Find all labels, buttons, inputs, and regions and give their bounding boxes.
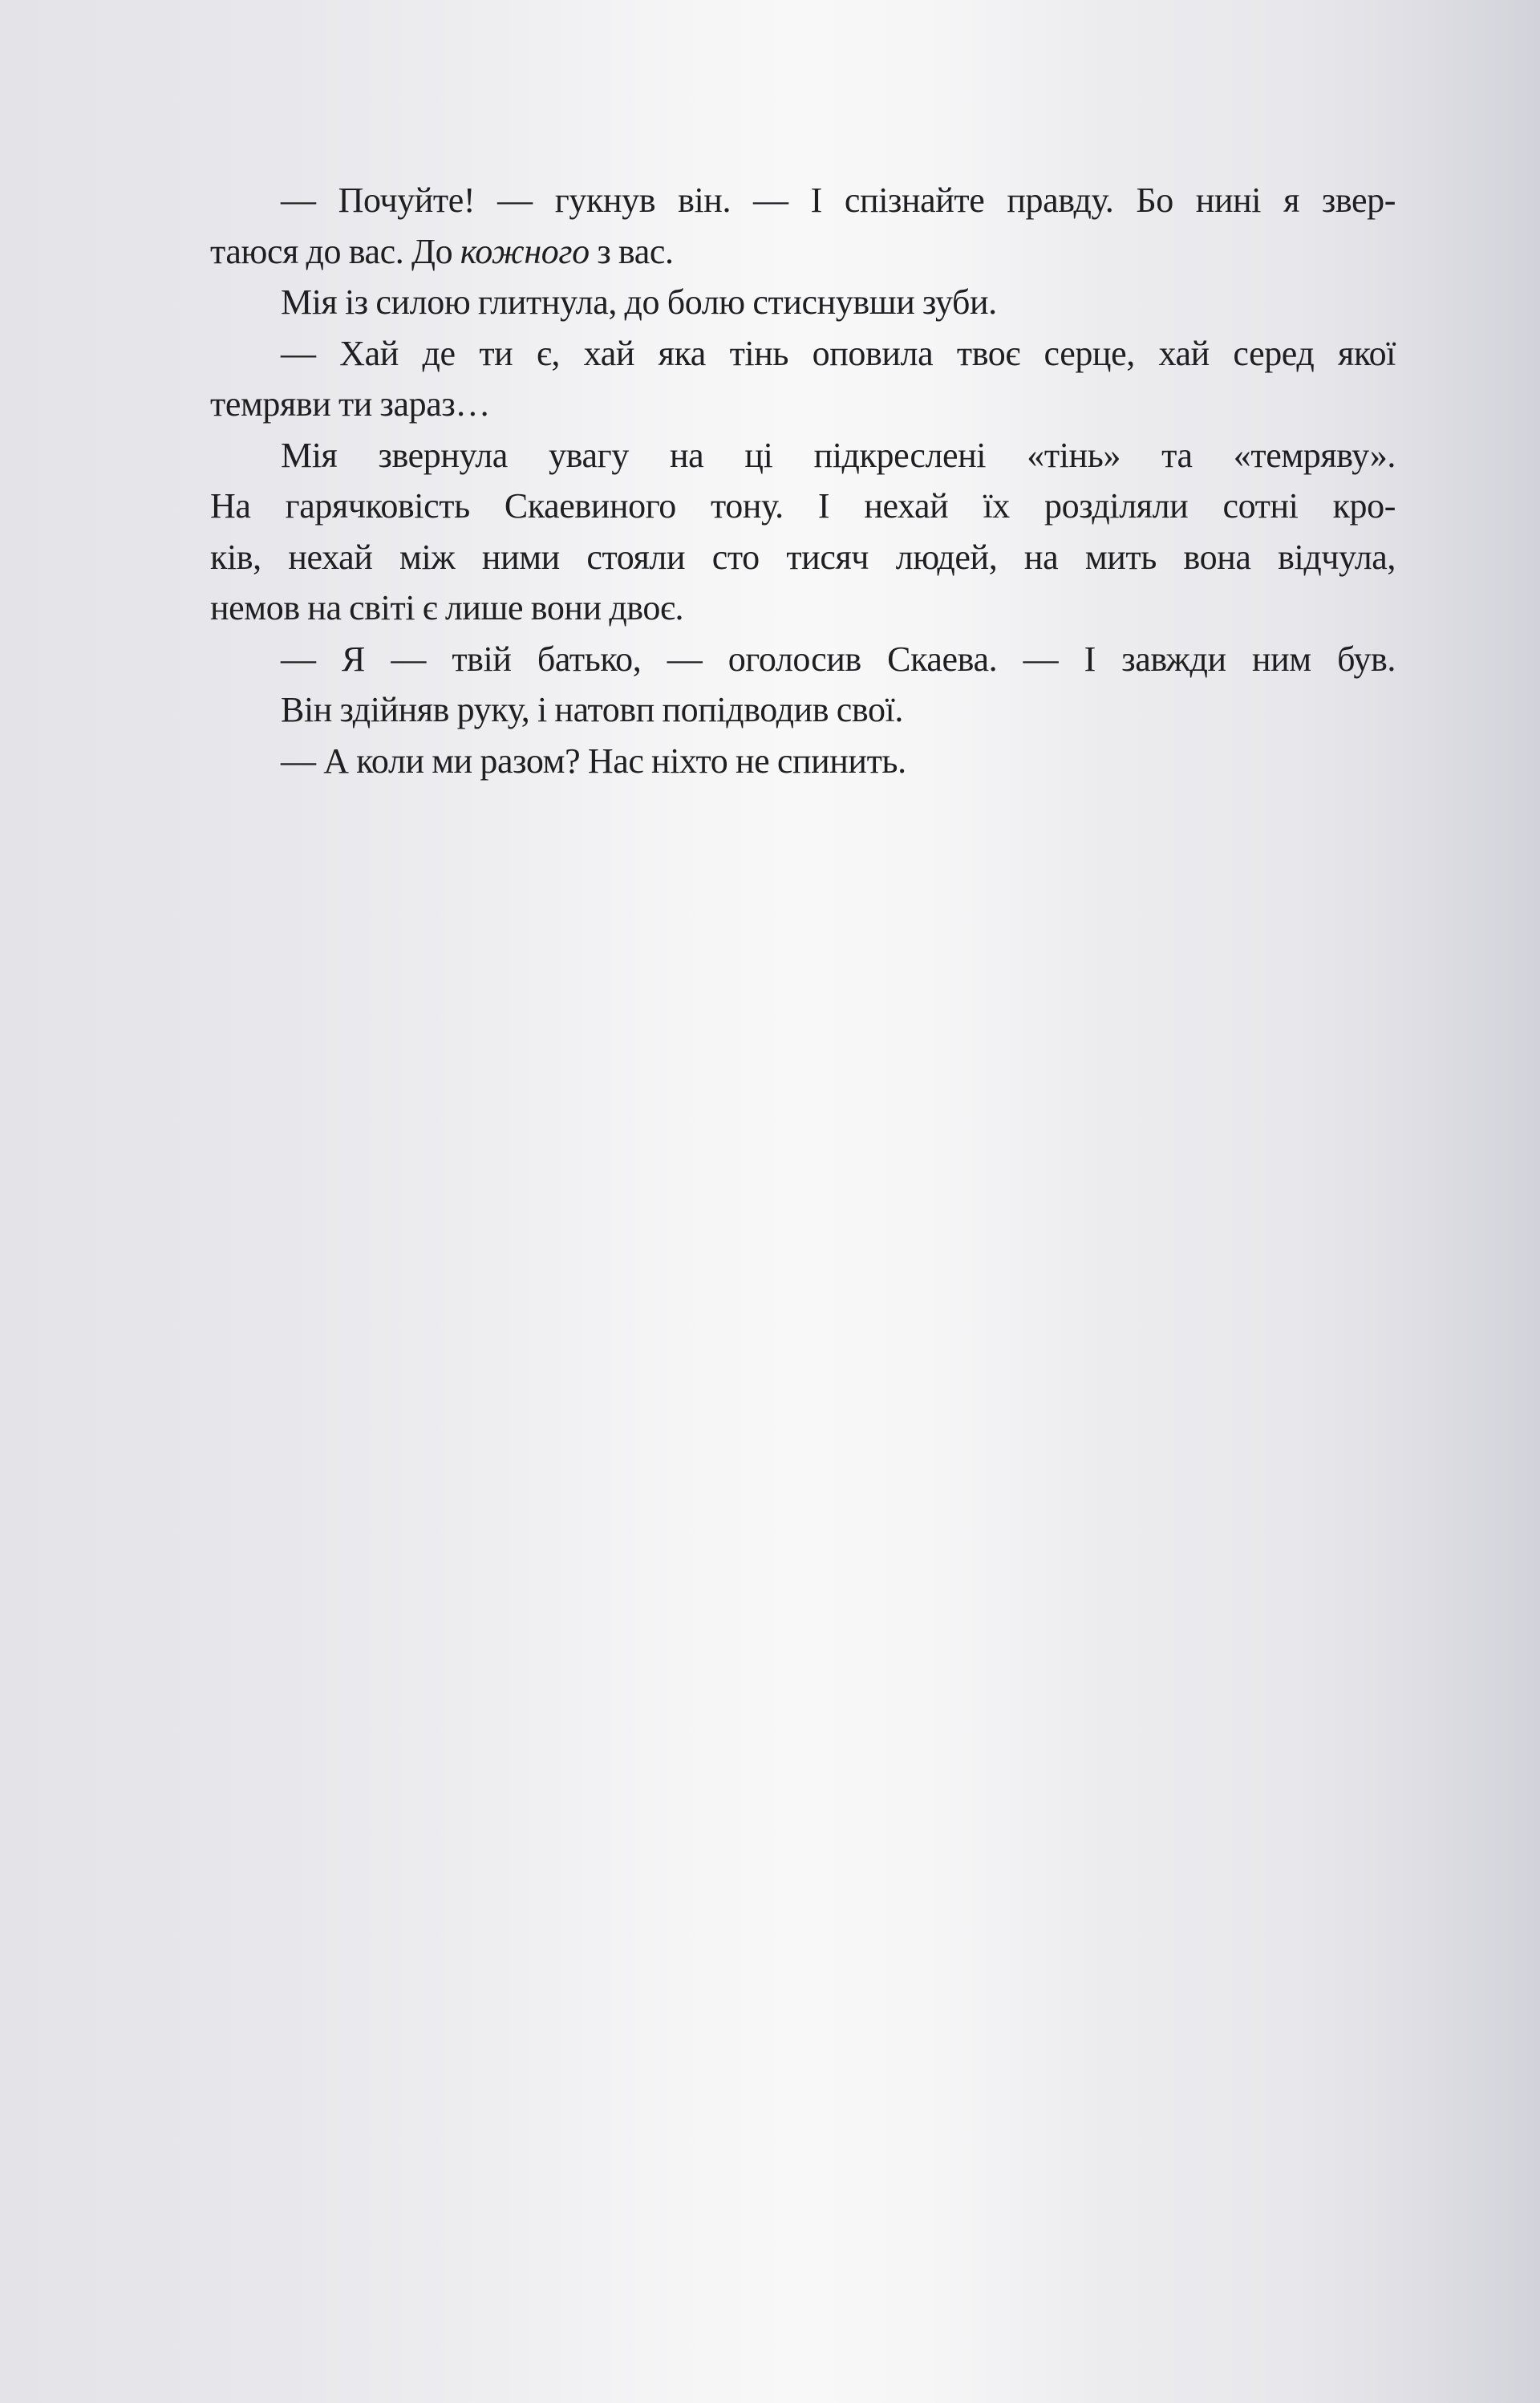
text-line: ків, нехай між ними стояли сто тисяч людей, на мить вона відчула, xyxy=(210,537,1396,577)
text-line: Мія із силою глитнула, до болю стиснувши зуби. xyxy=(281,282,997,322)
emphasized-word: кожного xyxy=(460,231,590,271)
paragraph-6 xyxy=(210,684,1396,736)
paragraph-5 xyxy=(210,634,1396,685)
text-line: Він здійняв руку, і натовп попідводив свої. xyxy=(281,690,903,729)
paragraph-3 xyxy=(210,328,1396,430)
paragraph-1 xyxy=(210,175,1396,277)
text-line: — А коли ми разом? Нас ніхто не спинить. xyxy=(281,741,906,781)
paragraph-4 xyxy=(210,430,1396,634)
text-run: таюся до вас. До xyxy=(210,231,460,271)
text-line: немов на світі є лише вони двоє. xyxy=(210,588,684,627)
text-line: На гарячковість Скаевиного тону. І нехай їх розділяли сотні кро- xyxy=(210,486,1396,526)
text-line: — Хай де ти є, хай яка тінь оповила твоє серце, хай серед якої xyxy=(281,333,1396,373)
text-line xyxy=(210,226,1396,278)
text-line: темряви ти зараз… xyxy=(210,384,490,424)
text-line: Мія звернула увагу на ці підкреслені «тінь» та «темряву». xyxy=(281,435,1396,475)
paragraph-2 xyxy=(210,277,1396,328)
text-line: — Я — твій батько, — оголосив Скаева. — І завжди ним був. xyxy=(281,639,1396,679)
book-page-text xyxy=(210,175,1396,786)
paragraph-7 xyxy=(210,736,1396,787)
text-run: з вас. xyxy=(589,231,674,271)
text-line: — Почуйте! — гукнув він. — І спізнайте правду. Бо нині я звер- xyxy=(281,181,1396,220)
